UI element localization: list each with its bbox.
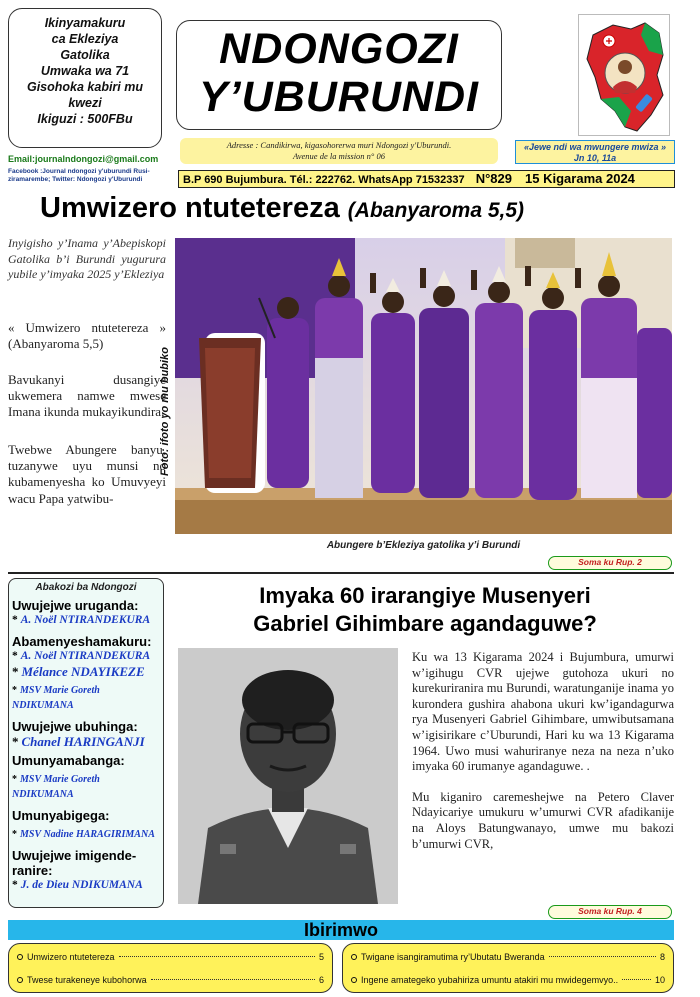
toc-item[interactable] (17, 946, 324, 969)
staff-role: Uwujejwe ubuhinga: (12, 719, 138, 734)
toc-item[interactable] (351, 969, 665, 992)
info-line: Gisohoka kabiri mu (26, 80, 143, 94)
address-line-2: Avenue de la mission n° 06 (293, 151, 385, 161)
portrait-photo (178, 648, 398, 904)
main-headline (40, 192, 680, 228)
bullet-circle-icon (17, 977, 23, 983)
toc-title: Twese turakeneye kubohorwa (27, 975, 147, 985)
article-2-paragraph: Mu kiganiro caremeshejwe na Petero Claver Ndayicariye umukuru w’umurwi CVR afadikanije na Aloys Batungwanayo, umwe mu bakozi b’umurwi CVR, (412, 789, 674, 851)
burundi-map-logo (578, 14, 670, 136)
issue-date: 15 Kigarama 2024 (525, 171, 635, 186)
portrait-illustration (178, 648, 398, 904)
staff-name-text: Chanel HARINGANJI (21, 734, 145, 749)
info-line: kwezi (68, 96, 102, 110)
article-2-title-line-2: Gabriel Gihimbare agandaguwe? (253, 611, 597, 636)
motto-box (515, 140, 675, 164)
price-line: Ikiguzi : 500FBu (37, 112, 133, 126)
staff-role: Umunyamabanga: (12, 753, 125, 768)
staff-name-text: Mélance NDAYIKEZE (21, 664, 145, 679)
staff-name-text: MSV Nadine HARAGIRIMANA (20, 829, 155, 840)
photo-caption: Abungere b’Ekleziya gatolika y’i Burundi (326, 540, 521, 551)
toc-page: 6 (318, 975, 324, 985)
staff-name: * A. Noël NTIRANDEKURA (12, 614, 151, 626)
article-quote: « Umwizero ntutetereza » (Abanyaroma 5,5) (8, 320, 166, 352)
bishops-photo-illustration (175, 238, 672, 534)
toc-item[interactable] (17, 969, 324, 992)
info-line: Umwaka wa 71 (40, 64, 130, 78)
bullet-circle-icon (351, 977, 357, 983)
staff-name: * MSV Nadine HARAGIRIMANA (12, 829, 155, 840)
toc-leader (622, 979, 651, 980)
info-line: ca Ekleziya (51, 32, 119, 46)
staff-role: Abamenyeshamakuru: (12, 634, 152, 649)
contents-heading: Ibirimwo (8, 920, 674, 940)
staff-box (8, 578, 164, 908)
photo-credit-text: Foto: ifoto yo mu bubiko (159, 347, 171, 476)
continue-page-4-link[interactable]: Soma ku Rup. 4 (548, 905, 672, 919)
article-2-paragraph: Ku wa 13 Kigarama 2024 i Bujumbura, umurwi w’igihugu CVR ujejwe gutohoza ukuri no kurekuriranira mu Burundi, waratunganije inama yo kurondera gushira ahabona ukuri kw’igandagurwa rya Musenyeri Gabriel Gihimbare, umwibutsamana w’igisirikare c’Uburundi, Hari ku wa 13 Kigarama 1964. Uwo musi wahuriranye neza na neza n’uko imyaka 60 irumanye agandaguwe. . (412, 650, 674, 774)
staff-role: Uwujejwe imigende-ranire: (12, 848, 137, 878)
staff-role: Umunyabigega: (12, 808, 110, 823)
staff-name: * MSV Marie Goreth NDIKUMANA (12, 685, 100, 711)
motto-reference: Jn 10, 11a (573, 152, 617, 163)
continue-page-2-link[interactable]: Soma ku Rup. 2 (548, 556, 672, 570)
bullet-circle-icon (17, 954, 23, 960)
toc-page: 5 (318, 952, 324, 962)
info-line: Ikinyamakuru (44, 16, 126, 30)
photo-credit (150, 310, 171, 480)
staff-name-text: MSV Marie Goreth NDIKUMANA (12, 685, 100, 711)
toc-title: Ingene amategeko yubahiriza umuntu atakiri mu mwidegemvyo.. (361, 975, 619, 985)
article-2-title-line-1: Imyaka 60 irarangiye Musenyeri (259, 583, 591, 608)
headline-text: Umwizero ntutetereza (40, 192, 340, 224)
article-2-title (175, 582, 675, 638)
contents-box-right (342, 943, 674, 993)
headline-reference: (Abanyaroma 5,5) (347, 199, 525, 222)
article-paragraph: Bavukanyi dusangiye ukwemera namwe mwese Imana ikunda mukayikundira, (8, 372, 166, 420)
toc-leader (119, 956, 315, 957)
toc-leader (151, 979, 315, 980)
staff-name: * Mélance NDAYIKEZE (12, 664, 145, 679)
motto-text: «Jewe ndi wa mwungere mwiza » (523, 142, 667, 152)
email-link[interactable]: Email:journalndongozi@gmail.com (8, 154, 159, 164)
issue-number: N°829 (475, 171, 512, 186)
toc-leader (549, 956, 656, 957)
staff-name-text: A. Noël NTIRANDEKURA (20, 614, 151, 626)
contact-bar (178, 170, 675, 188)
toc-title: Umwizero ntutetereza (27, 952, 115, 962)
address-line-1: Adresse : Candikirwa, kigasohorerwa muri Ndongozi y'Uburundi. (226, 140, 452, 150)
contact-info: B.P 690 Bujumbura. Tél.: 222762. WhatsApp 71532337 (183, 174, 465, 186)
map-logo-graphic (579, 15, 671, 137)
staff-role: Uwujejwe uruganda: (12, 598, 139, 613)
staff-name: * MSV Marie Goreth NDIKUMANA (12, 774, 100, 800)
staff-name: * J. de Dieu NDIKUMANA (12, 879, 143, 891)
staff-name-text: J. de Dieu NDIKUMANA (20, 879, 143, 891)
title-line-1: NDONGOZI (219, 25, 459, 73)
bullet-circle-icon (351, 954, 357, 960)
info-line: Gatolika (60, 48, 110, 62)
staff-name-text: MSV Marie Goreth NDIKUMANA (12, 774, 100, 800)
section-divider (8, 572, 674, 574)
address-box (180, 138, 498, 164)
toc-page: 10 (654, 975, 665, 985)
article-lead: Inyigisho y’Inama y’Abepiskopi Gatolika b’i Burundi yugurura yubile y’imyaka 2025 y’Ekleziya (8, 236, 166, 281)
article-2-body (412, 650, 674, 867)
social-links: Facebook :Journal ndongozi y'uburundi Rusi-ziramarembe; Twitter: Ndongozi y'Uburundi (8, 168, 150, 183)
publication-info-box (8, 8, 162, 148)
newspaper-title (176, 20, 502, 130)
staff-heading: Abakozi ba Ndongozi (35, 582, 137, 593)
staff-name-text: A. Noël NTIRANDEKURA (20, 650, 151, 662)
toc-item[interactable] (351, 946, 665, 969)
toc-title: Twigane isangiramutima ry’Ubutatu Bweranda (361, 952, 545, 962)
toc-page: 8 (659, 952, 665, 962)
title-line-2: Y’UBURUNDI (199, 73, 479, 121)
article-paragraph: Twebwe Abungere banyu, tuzanywe uyu munsi no kubamenyesha ko Umuvyeyi wacu Papa yatwibu- (8, 442, 166, 506)
staff-name: * Chanel HARINGANJI (12, 734, 145, 749)
contents-box-left (8, 943, 333, 993)
staff-name: * A. Noël NTIRANDEKURA (12, 650, 151, 662)
bishops-photo (175, 238, 672, 534)
